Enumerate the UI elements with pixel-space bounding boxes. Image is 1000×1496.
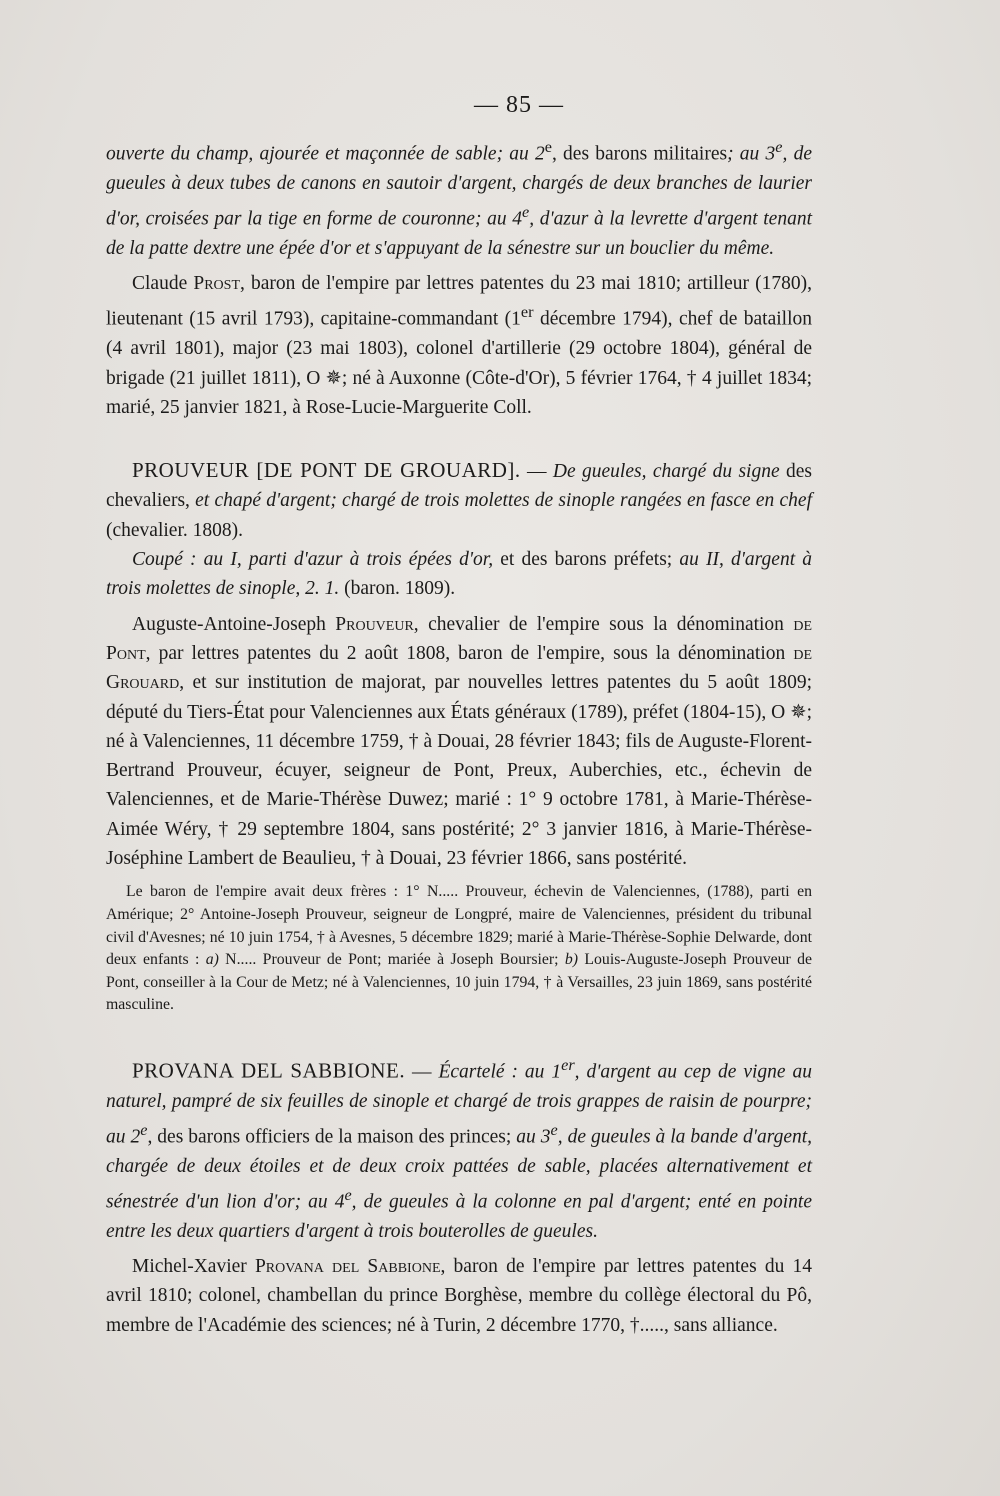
provana-biography: Michel-Xavier Provana del Sabbione, baron de l'empire par lettres patentes du 14 avril 1810; colonel, chambellan du prince Borghèse, membre du collège électoral du Pô, membre de l'Académie des sciences; né à Turin, 2 décembre 1770, †....., sans alliance. xyxy=(106,1256,812,1336)
entry-heading-provana: PROVANA DEL SABBIONE. xyxy=(132,1058,406,1083)
prouveur-biography: Auguste-Antoine-Joseph Prouveur, chevalier de l'empire sous la dénomination de Pont, par lettres patentes du 2 août 1808, baron de l'empire, sous la dénomination de Grouard, et sur institution de majorat, par nouvelles lettres patentes du 5 août 1809; député du Tiers-État pour Valenciennes aux États généraux (1789), préfet (1804-15), O ✵; né à Valenciennes, 11 décembre 1759, † à Douai, 28 février 1843; fils de Auguste-Florent-Bertrand Prouveur, écuyer, seigneur de Pont, Preux, Auberchies, etc., échevin de Valenciennes, et de Marie-Thérèse Duwez; marié : 1° 9 octobre 1781, à Marie-Thérèse-Aimée Wéry, † 29 septembre 1804, sans postérité; 2° 3 janvier 1816, à Marie-Thérèse-Joséphine Lambert de Beaulieu, † à Douai, 23 février 1866, sans postérité. xyxy=(106,613,812,870)
prouveur-blazon-1: PROUVEUR [DE PONT DE GROUARD]. — De gueules, chargé du signe des chevaliers, et chapé d'argent; chargé de trois molettes de sinople rangées en fasce en chef (chevalier. 1808). xyxy=(106,458,812,541)
provana-blazon: PROVANA DEL SABBIONE. — Écartelé : au 1er, d'argent au cep de vigne au naturel, pampré de six feuilles de sinople et chargé de trois grappes de raisin de pourpre; au 2e, des barons officiers de la maison des princes; au 3e, de gueules à la bande d'argent, chargée de deux étoiles et de deux croix pattées de sable, placées alternativement et sénestrée d'un lion d'or; au 4e, de gueules à la colonne en pal d'argent; enté en pointe entre les deux quartiers d'argent à trois bouterolles de gueules. xyxy=(106,1055,813,1242)
page-number: — 85 — xyxy=(474,92,564,118)
prouveur-family-note: Le baron de l'empire avait deux frères : 1° N..... Prouveur, échevin de Valenciennes, (1788), parti en Amérique; 2° Antoine-Joseph Prouveur, seigneur de Longpré, maire de Valenciennes, président du tribunal civil d'Avesnes; né 10 juin 1754, † à Avesnes, 5 décembre 1829; marié à Marie-Thérèse-Sophie Delwarde, dont deux enfants : a) N..... Prouveur de Pont; mariée à Joseph Boursier; b) Louis-Auguste-Joseph Prouveur de Pont, conseiller à la Cour de Metz; né à Valenciennes, 10 juin 1794, † à Versailles, 23 juin 1869, sans postérité masculine. xyxy=(106,883,813,1014)
prost-biography: Claude Prost, baron de l'empire par lettres patentes du 23 mai 1810; artilleur (1780), lieutenant (15 avril 1793), capitaine-commandant (1er décembre 1794), chef de bataillon (4 avril 1801), major (23 mai 1803), colonel d'artillerie (29 octobre 1804), général de brigade (21 juillet 1811), O ✵; né à Auxonne (Côte-d'Or), 5 février 1764, † 4 juillet 1834; marié, 25 janvier 1821, à Rose-Lucie-Marguerite Coll. xyxy=(106,273,813,418)
prouveur-blazon-2: Coupé : au I, parti d'azur à trois épées d'or, et des barons préfets; au II, d'argent à trois molettes de sinople, 2. 1. (baron. 1809). xyxy=(106,549,812,600)
entry-heading-prouveur: PROUVEUR [DE PONT DE GROUARD]. xyxy=(132,458,521,483)
continuation-blazon: ouverte du champ, ajourée et maçonnée de sable; au 2e, des barons militaires; au 3e, de gueules à deux tubes de canons en sautoir d'argent, chargés de deux branches de laurier d'or, croisées par la tige en forme de couronne; au 4e, d'azur à la levrette d'argent tenant de la patte dextre une épée d'or et s'appuyant de la sénestre sur un bouclier du même. xyxy=(106,138,812,259)
person-name: Prouveur xyxy=(335,613,414,635)
person-name: Provana del Sabbione xyxy=(254,1256,441,1278)
page-body xyxy=(106,133,812,1340)
person-name: Prost xyxy=(193,273,241,295)
